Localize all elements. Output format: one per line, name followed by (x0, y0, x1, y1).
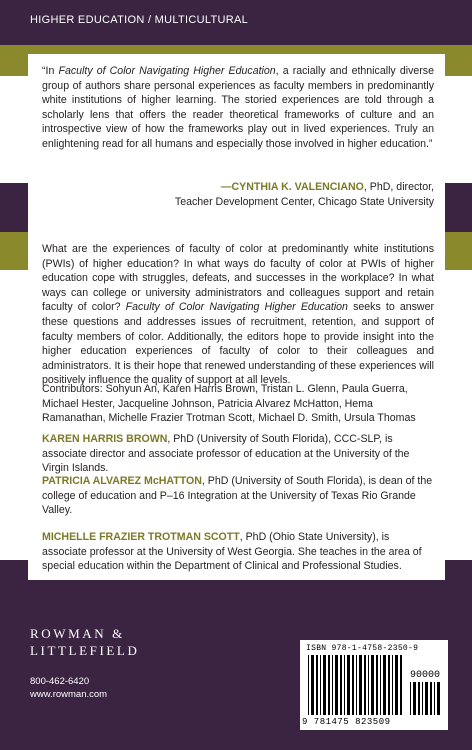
description-book-title: Faculty of Color Navigating Higher Education (125, 301, 348, 314)
bio-text: , PhD (University of South Florida), is dean of the college of education and P–16 Integration at the University of Texas Rio Grande Valley. (42, 475, 433, 517)
bio-karen-harris-brown (42, 432, 434, 476)
publisher-contact (30, 675, 107, 701)
price-code: 90000 (410, 670, 441, 681)
description-part2: seeks to answer these questions and addresses issues of recruitment, retention, and support of faculty members of color. Additionally, the editors hope to provide insight into the higher education experiences of faculty of color to their colleagues and administrators. It is their hope that renewed understanding of these experiences will positively influence the quality of support at all levels. (42, 301, 434, 387)
bio-text: , PhD (University of South Florida), CCC-SLP, is associate director and associate professor of education at the University of the Virgin Islands. (42, 433, 410, 475)
ean-digits: 9 781475 823509 (302, 717, 391, 727)
category-label: HIGHER EDUCATION / MULTICULTURAL (30, 14, 249, 26)
bio-name: MICHELLE FRAZIER TROTMAN SCOTT (42, 531, 240, 543)
contributors-list: Contributors: Sohyun An, Karen Harris Brown, Tristan L. Glenn, Paula Guerra, Michael Hester, Jacqueline Johnson, Patricia Alvarez McHatton, Hema Ramanathan, Michelle Frazier Trotman Scott, Michael D. Smith, Ursula Thomas (42, 383, 416, 425)
publisher-phone: 800-462-6420 (30, 676, 90, 687)
endorsement-quote (42, 64, 434, 152)
quote-open: “In (42, 65, 59, 77)
text-panel (28, 54, 445, 580)
bio-text: , PhD (Ohio State University), is associate professor at the University of West Georgia. She teaches in the area of special education within the Department of Clinical and Professional Studies. (42, 531, 422, 573)
barcode-box (300, 640, 448, 730)
description-part1: What are the experiences of faculty of color at predominantly white institutions (PWIs) of higher education? In what ways do faculty of color at PWIs of higher education cope with struggles, defeats, and successes in the workplace? In what ways can college or university administrators and colleagues support and retain faculty of color? (42, 243, 434, 314)
quote-attribution (42, 180, 434, 209)
publisher-logo (30, 625, 139, 659)
attribution-name: —CYNTHIA K. VALENCIANO (220, 181, 364, 193)
publisher-website: www.rowman.com (30, 689, 108, 700)
isbn-text: ISBN 978-1-4758-2350-9 (306, 644, 419, 653)
attribution-role: , PhD, director, (363, 181, 434, 193)
book-description (42, 242, 434, 388)
quote-book-title: Faculty of Color Navigating Higher Education (58, 65, 276, 77)
bio-michelle-frazier-trotman-scott (42, 530, 434, 574)
price-barcode-icon (410, 682, 442, 715)
publisher-logo-line2: LITTLEFIELD (30, 643, 140, 658)
bio-name: PATRICIA ALVAREZ McHATTON (42, 475, 202, 487)
publisher-logo-line1: ROWMAN & (30, 626, 125, 641)
attribution-org: Teacher Development Center, Chicago State University (174, 195, 434, 208)
bio-patricia-alvarez-mchatton (42, 474, 434, 518)
ean-barcode-icon (308, 655, 404, 715)
bio-name: KAREN HARRIS BROWN (42, 433, 168, 445)
quote-body: , a racially and ethnically diverse group of authors share personal experiences as faculty members in predominantly white institutions of higher learning. The storied experiences are told through a scholarly lens that offers the reader theoretical frameworks of culture and an introspective view of how the frameworks play out in lived experiences. Truly an enlightening read for all humans and especially those involved in higher education.” (42, 65, 434, 150)
